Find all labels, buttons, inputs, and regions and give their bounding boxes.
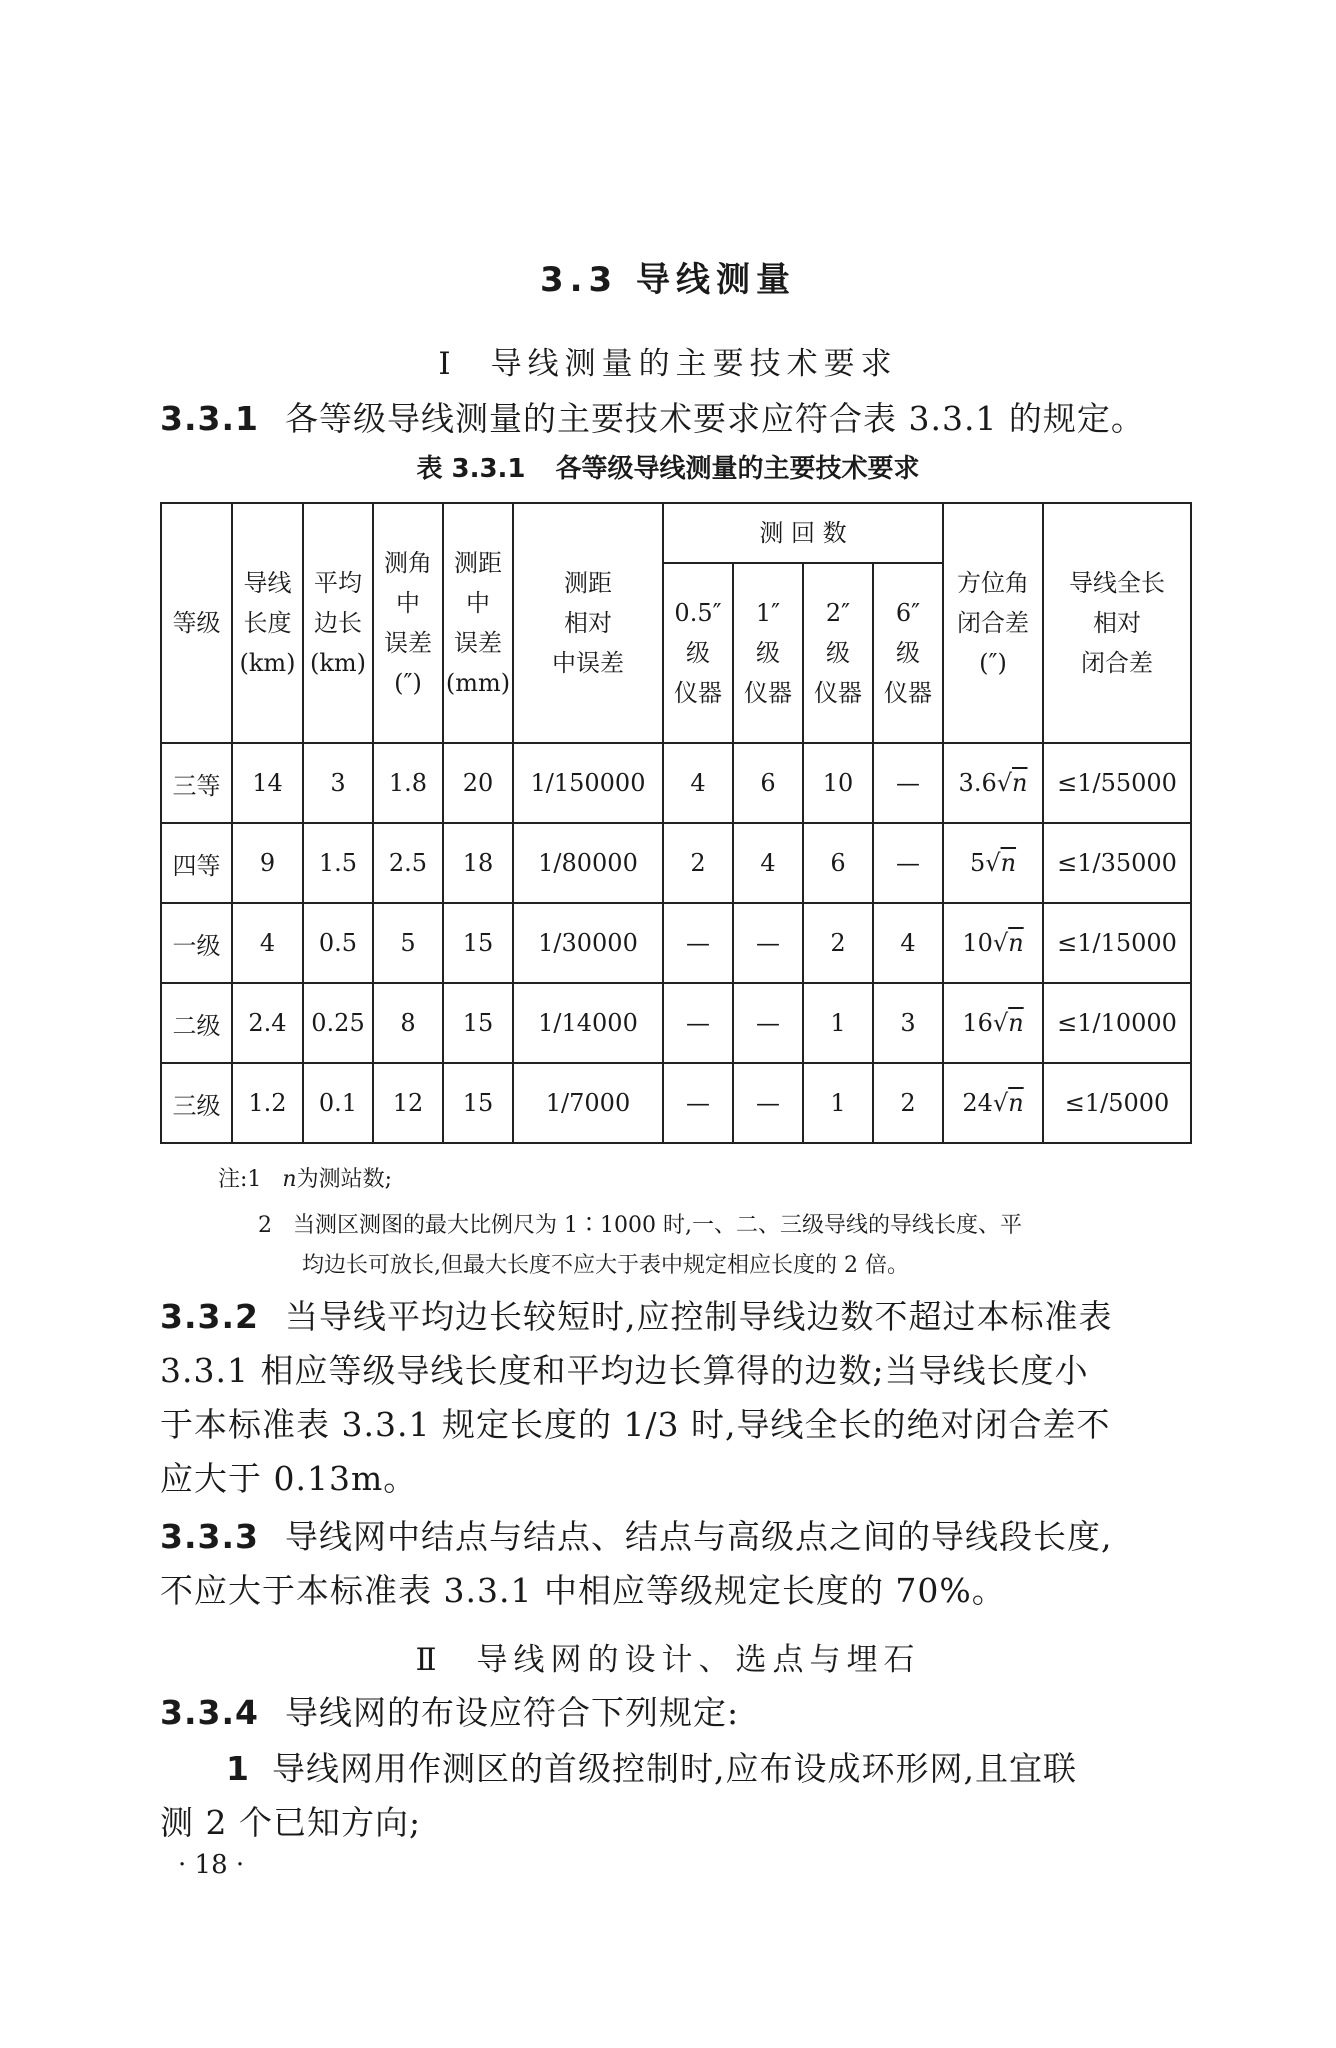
clause-text: 各等级导线测量的主要技术要求应符合表 3.3.1 的规定。: [284, 399, 1145, 438]
table-row: 三等 14 3 1.8 20 1/150000 4 6 10 — 3.6√n ≤1/55000: [161, 743, 1191, 823]
table-caption-text: 各等级导线测量的主要技术要求: [555, 454, 920, 484]
header-rounds-6-sec: 6″ 级 仪器: [873, 563, 943, 743]
sqrt-symbol: √: [985, 849, 1001, 877]
sqrt-symbol: √: [992, 1089, 1009, 1117]
header-observation-rounds: 测 回 数: [663, 503, 943, 563]
azimuth-closure-cell: 10√n: [943, 903, 1043, 983]
subheading-text: 导线测量的主要技术要求: [490, 346, 898, 382]
table-note-1: 注:1 n为测站数;: [218, 1167, 392, 1192]
clause-number: 3.3.3: [160, 1517, 259, 1556]
list-item-number: 1: [226, 1749, 250, 1788]
header-total-relative-closure: 导线全长 相对 闭合差: [1043, 503, 1191, 743]
header-average-side-length: 平均 边长 (km): [303, 503, 373, 743]
sqrt-symbol: √: [996, 769, 1013, 797]
roman-numeral: Ⅱ: [415, 1642, 443, 1678]
table-caption: [0, 448, 1336, 485]
clause-number: 3.3.2: [160, 1297, 259, 1336]
azimuth-closure-cell: 3.6√n: [943, 743, 1043, 823]
header-grade: 等级: [161, 503, 232, 743]
sqrt-symbol: √: [992, 929, 1009, 957]
clause-3-3-2: 3.3.2 当导线平均边长较短时,应控制导线边数不超过本标准表 3.3.1 相应等级导线长度和平均边长算得的边数;当导线长度小 于本标准表 3.3.1 规定长度的 1/3 时,导线全长的绝对闭合差不 应大于 0.13m。: [160, 1297, 1113, 1498]
header-distance-error: 测距 中 误差 (mm): [443, 503, 513, 743]
traverse-requirements-table: [160, 502, 1192, 1144]
table-row: 四等 9 1.5 2.5 18 1/80000 2 4 6 — 5√n ≤1/35000: [161, 823, 1191, 903]
header-relative-error: 测距 相对 中误差: [513, 503, 663, 743]
header-traverse-length: 导线 长度 (km): [232, 503, 303, 743]
header-rounds-1-sec: 1″ 级 仪器: [733, 563, 803, 743]
list-item-1: 1 导线网用作测区的首级控制时,应布设成环形网,且宜联 测 2 个已知方向;: [160, 1749, 1077, 1842]
section-title: 3.3 导线测量: [539, 260, 797, 300]
subheading-network-design: [0, 1634, 1336, 1679]
note-label: 注:: [218, 1167, 248, 1192]
clause-3-3-3: 3.3.3 导线网中结点与结点、结点与高级点之间的导线段长度, 不应大于本标准表 3.3.1 中相应等级规定长度的 70%。: [160, 1517, 1113, 1610]
clause-number: 3.3.4: [160, 1693, 259, 1732]
roman-numeral: Ⅰ: [438, 346, 457, 382]
azimuth-closure-cell: 16√n: [943, 983, 1043, 1063]
table-row: 一级 4 0.5 5 15 1/30000 — — 2 4 10√n ≤1/15000: [161, 903, 1191, 983]
table-row: 三级 1.2 0.1 12 15 1/7000 — — 1 2 24√n ≤1/5000: [161, 1063, 1191, 1143]
table-caption-number: 表 3.3.1: [416, 454, 526, 484]
header-azimuth-closure: 方位角 闭合差 (″): [943, 503, 1043, 743]
header-angle-error: 测角 中 误差 (″): [373, 503, 443, 743]
header-rounds-0-5-sec: 0.5″ 级 仪器: [663, 563, 733, 743]
table-note-2-continued: 均边长可放长,但最大长度不应大于表中规定相应长度的 2 倍。: [302, 1253, 909, 1278]
sqrt-symbol: √: [992, 1009, 1009, 1037]
clause-3-3-4: 3.3.4 导线网的布设应符合下列规定:: [160, 1693, 740, 1732]
subheading-main-requirements: [0, 338, 1336, 383]
table-row: 二级 2.4 0.25 8 15 1/14000 — — 1 3 16√n ≤1/10000: [161, 983, 1191, 1063]
clause-3-3-1: [160, 392, 1190, 446]
clause-number: 3.3.1: [160, 399, 259, 438]
header-rounds-2-sec: 2″ 级 仪器: [803, 563, 873, 743]
azimuth-closure-cell: 24√n: [943, 1063, 1043, 1143]
subheading-text: 导线网的设计、选点与埋石: [476, 1642, 921, 1678]
azimuth-closure-cell: 5√n: [943, 823, 1043, 903]
page-number: · 18 ·: [178, 1850, 245, 1880]
table-note-2: 2 当测区测图的最大比例尺为 1∶1000 时,一、二、三级导线的导线长度、平: [258, 1213, 1022, 1238]
